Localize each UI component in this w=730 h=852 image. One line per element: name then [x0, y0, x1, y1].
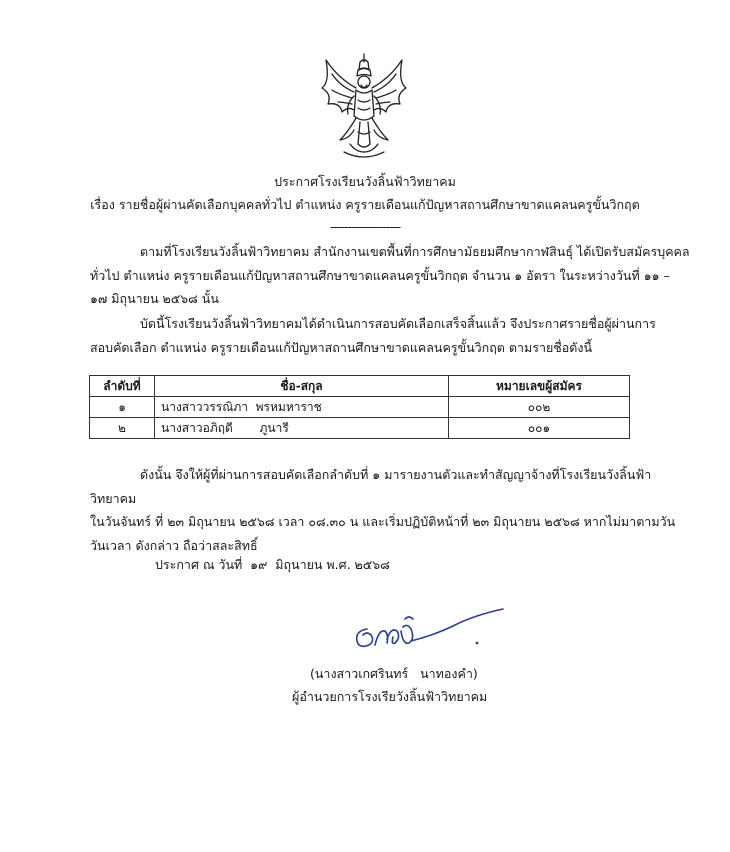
signer-position: ผู้อำนวยการโรงเรียวังลิ้นฟ้าวิทยาคม: [292, 689, 488, 704]
announcement-title: ประกาศโรงเรียนวังลิ้นฟ้าวิทยาคม: [274, 174, 456, 189]
para1-line3: ๑๗ มิถุนายน ๒๕๖๘ นั้น: [90, 291, 219, 306]
paragraph-intro: [90, 240, 690, 311]
col-header-name: ชื่อ-สกุล: [155, 376, 449, 397]
announcement-subject: เรื่อง รายชื่อผู้ผ่านคัดเลือกบุคคลทั่วไป ตำแหน่ง ครูรายเดือนแก้ปัญหาสถานศึกษาขาดแคลนครูขั้นวิกฤต: [90, 197, 640, 212]
para1-line2: ทั่วไป ตำแหน่ง ครูรายเดือนแก้ปัญหาสถานศึกษาขาดแคลนครูขั้นวิกฤต จำนวน ๑ อัตรา ในระหว่างวันที่ ๑๑ –: [90, 267, 670, 283]
cell-order: ๑: [90, 397, 155, 418]
closing-line2: ในวันจันทร์ ที่ ๒๓ มิถุนายน ๒๕๖๘ เวลา ๐๘.๓๐ น และเริ่มปฏิบัติหน้าที่ ๒๓ มิถุนายน ๒๕๖๘ หากไม่มาตามวัน: [90, 514, 676, 529]
col-header-order: ลำดับที่: [90, 376, 155, 397]
cell-name: นางสาววรรณิภา พรหมหาราช: [155, 397, 449, 418]
header-divider: --------------------: [329, 219, 401, 234]
closing-line1: ดังนั้น จึงให้ผู้ที่ผ่านการสอบคัดเลือกลำดับที่ ๑ มารายงานตัวและทำสัญญาจ้างที่โรงเรียนวังลิ้นฟ้าวิทยาคม: [90, 467, 652, 506]
para2-line1: บัดนี้โรงเรียนวังลิ้นฟ้าวิทยาคมได้ดำเนินการสอบคัดเลือกเสร็จสิ้นแล้ว จึงประกาศรายชื่อผู้ผ่านการ: [140, 316, 656, 331]
garuda-emblem-icon: [318, 52, 410, 164]
cell-name: นางสาวอภิฤดี ภูนารี: [155, 418, 449, 439]
cell-applicant-no: ๐๐๒: [449, 397, 630, 418]
para2-line2: สอบคัดเลือก ตำแหน่ง ครูรายเดือนแก้ปัญหาสถานศึกษาขาดแคลนครูขั้นวิกฤต ตามรายชื่อดังนี้: [90, 339, 593, 355]
table-row: [90, 397, 630, 418]
signature-dot: [476, 642, 479, 645]
para1-line1: ตามที่โรงเรียนวังลิ้นฟ้าวิทยาคม สำนักงานเขตพื้นที่การศึกษามัธยมศึกษากาฬสินธุ์ ได้เปิดรับสมัครบุคคล: [140, 244, 690, 259]
table-row: [90, 418, 630, 439]
results-table: [89, 375, 630, 439]
paragraph-result: [90, 312, 690, 359]
announce-date: ประกาศ ณ วันที่ ๑๙ มิถุนายน พ.ศ. ๒๕๖๘: [155, 557, 390, 572]
paragraph-closing: [90, 463, 690, 557]
table-header-row: [90, 376, 630, 397]
handwritten-signature: [345, 605, 510, 653]
closing-line3: วันเวลา ดังกล่าว ถือว่าสละสิทธิ์: [90, 537, 258, 553]
cell-applicant-no: ๐๐๑: [449, 418, 630, 439]
col-header-applicant-no: หมายเลขผู้สมัคร: [449, 376, 630, 397]
cell-order: ๒: [90, 418, 155, 439]
signer-name: (นางสาวเกศรินทร์ นาทองคำ): [310, 666, 478, 681]
